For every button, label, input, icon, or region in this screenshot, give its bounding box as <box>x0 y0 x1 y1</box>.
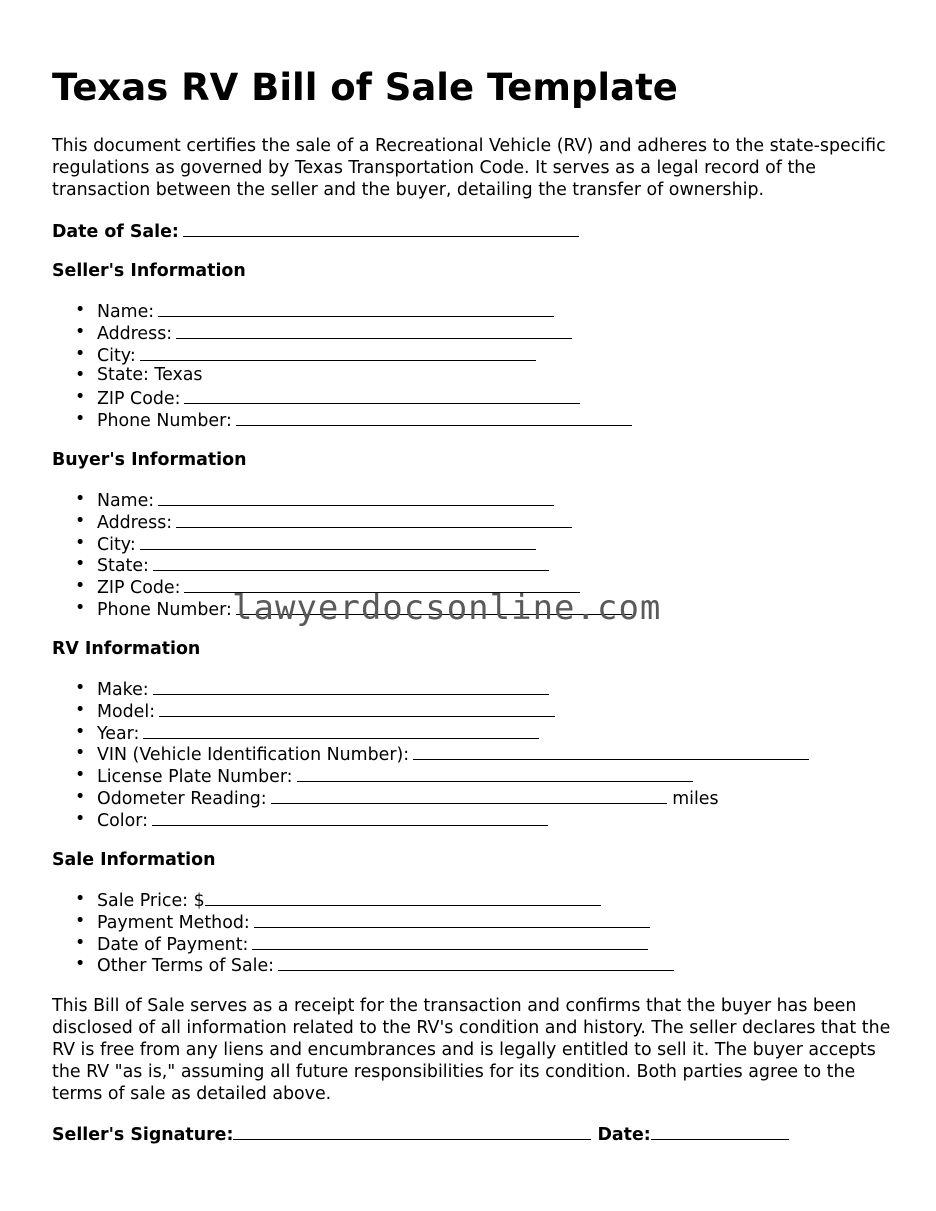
buyer-state-blank[interactable] <box>153 554 549 571</box>
rv-model-label: Model: <box>97 701 156 722</box>
seller-signature-label: Seller's Signature: <box>52 1125 234 1145</box>
rv-color-blank[interactable] <box>152 809 548 826</box>
seller-phone-blank[interactable] <box>236 409 632 426</box>
seller-name-blank[interactable] <box>158 300 554 317</box>
list-item <box>52 787 809 809</box>
list-item <box>52 409 632 431</box>
rv-make-blank[interactable] <box>153 678 549 695</box>
buyer-heading: Buyer's Information <box>52 450 247 470</box>
list-item <box>52 554 632 576</box>
list-item <box>52 809 809 831</box>
signature-date-label: Date: <box>597 1125 651 1145</box>
list-item <box>52 765 809 787</box>
list-item <box>52 533 632 555</box>
sale-price-blank[interactable] <box>205 889 601 906</box>
seller-zip-blank[interactable] <box>184 387 580 404</box>
sale-heading: Sale Information <box>52 850 216 870</box>
date-of-sale-blank[interactable] <box>183 220 579 237</box>
buyer-city-blank[interactable] <box>140 533 536 550</box>
rv-odometer-blank[interactable] <box>271 787 667 804</box>
list-item <box>52 300 632 322</box>
seller-signature-blank[interactable] <box>233 1123 591 1140</box>
buyer-name-blank[interactable] <box>158 489 554 506</box>
sale-method-label: Payment Method: <box>97 912 250 933</box>
rv-plate-blank[interactable] <box>297 765 693 782</box>
closing-paragraph: This Bill of Sale serves as a receipt for the transaction and confirms that the buyer has been disclosed of all information related to the RV's condition and history. The seller declares that the RV is free from any liens and encumbrances and is legally entitled to sell it. The buyer accepts the RV "as is," assuming all future responsibilities for its condition. Both parties agree to the terms of sale as detailed above. <box>52 996 891 1104</box>
seller-city-blank[interactable] <box>140 344 536 361</box>
seller-address-label: Address: <box>97 323 173 344</box>
sale-method-blank[interactable] <box>254 911 650 928</box>
seller-city-label: City: <box>97 345 136 366</box>
list-item <box>52 511 632 533</box>
seller-zip-label: ZIP Code: <box>97 389 181 410</box>
buyer-city-label: City: <box>97 534 136 555</box>
buyer-name-label: Name: <box>97 491 155 511</box>
list-item <box>52 489 632 511</box>
list-item <box>52 387 632 409</box>
date-of-sale-label: Date of Sale: <box>52 222 179 242</box>
seller-heading: Seller's Information <box>52 261 246 281</box>
list-item <box>52 722 809 744</box>
rv-list <box>52 678 809 831</box>
sale-list <box>52 889 674 976</box>
rv-vin-blank[interactable] <box>413 743 809 760</box>
list-item <box>52 365 632 387</box>
rv-plate-label: License Plate Number: <box>97 767 293 788</box>
list-item <box>52 322 632 344</box>
document-title: Texas RV Bill of Sale Template <box>52 66 678 109</box>
rv-vin-label: VIN (Vehicle Identification Number): <box>97 745 410 766</box>
rv-color-label: Color: <box>97 810 148 831</box>
rv-model-blank[interactable] <box>159 700 555 717</box>
sale-other-terms-label: Other Terms of Sale: <box>97 956 275 977</box>
seller-address-blank[interactable] <box>176 322 572 339</box>
signature-row <box>52 1123 789 1146</box>
sale-other-terms-blank[interactable] <box>278 954 674 971</box>
seller-name-label: Name: <box>97 302 155 322</box>
watermark-text: lawyerdocsonline.com <box>232 588 662 628</box>
list-item <box>52 743 809 765</box>
buyer-phone-label: Phone Number: <box>97 599 232 620</box>
list-item <box>52 933 674 955</box>
buyer-address-label: Address: <box>97 512 173 533</box>
buyer-state-label: State: <box>97 556 149 577</box>
signature-date-blank[interactable] <box>651 1123 789 1140</box>
intro-paragraph: This document certifies the sale of a Recreational Vehicle (RV) and adheres to the state-specific regulations as governed by Texas Transportation Code. It serves as a legal record of the transaction between the seller and the buyer, detailing the transfer of ownership. <box>52 136 886 200</box>
rv-heading: RV Information <box>52 639 201 659</box>
list-item <box>52 911 674 933</box>
sale-price-label: Sale Price: $ <box>97 891 205 911</box>
seller-list <box>52 300 632 431</box>
buyer-zip-label: ZIP Code: <box>97 578 181 599</box>
rv-year-blank[interactable] <box>143 722 539 739</box>
list-item <box>52 700 809 722</box>
buyer-address-blank[interactable] <box>176 511 572 528</box>
list-item <box>52 954 674 976</box>
seller-phone-label: Phone Number: <box>97 410 232 431</box>
list-item <box>52 678 809 700</box>
rv-odometer-unit: miles <box>672 788 719 809</box>
rv-odometer-label: Odometer Reading: <box>97 788 267 809</box>
date-of-sale-field <box>52 220 579 243</box>
rv-make-label: Make: <box>97 680 149 700</box>
sale-payment-date-label: Date of Payment: <box>97 934 249 955</box>
seller-state-text: State: Texas <box>97 365 203 386</box>
list-item <box>52 344 632 366</box>
sale-payment-date-blank[interactable] <box>252 933 648 950</box>
list-item <box>52 889 674 911</box>
rv-year-label: Year: <box>97 723 140 744</box>
